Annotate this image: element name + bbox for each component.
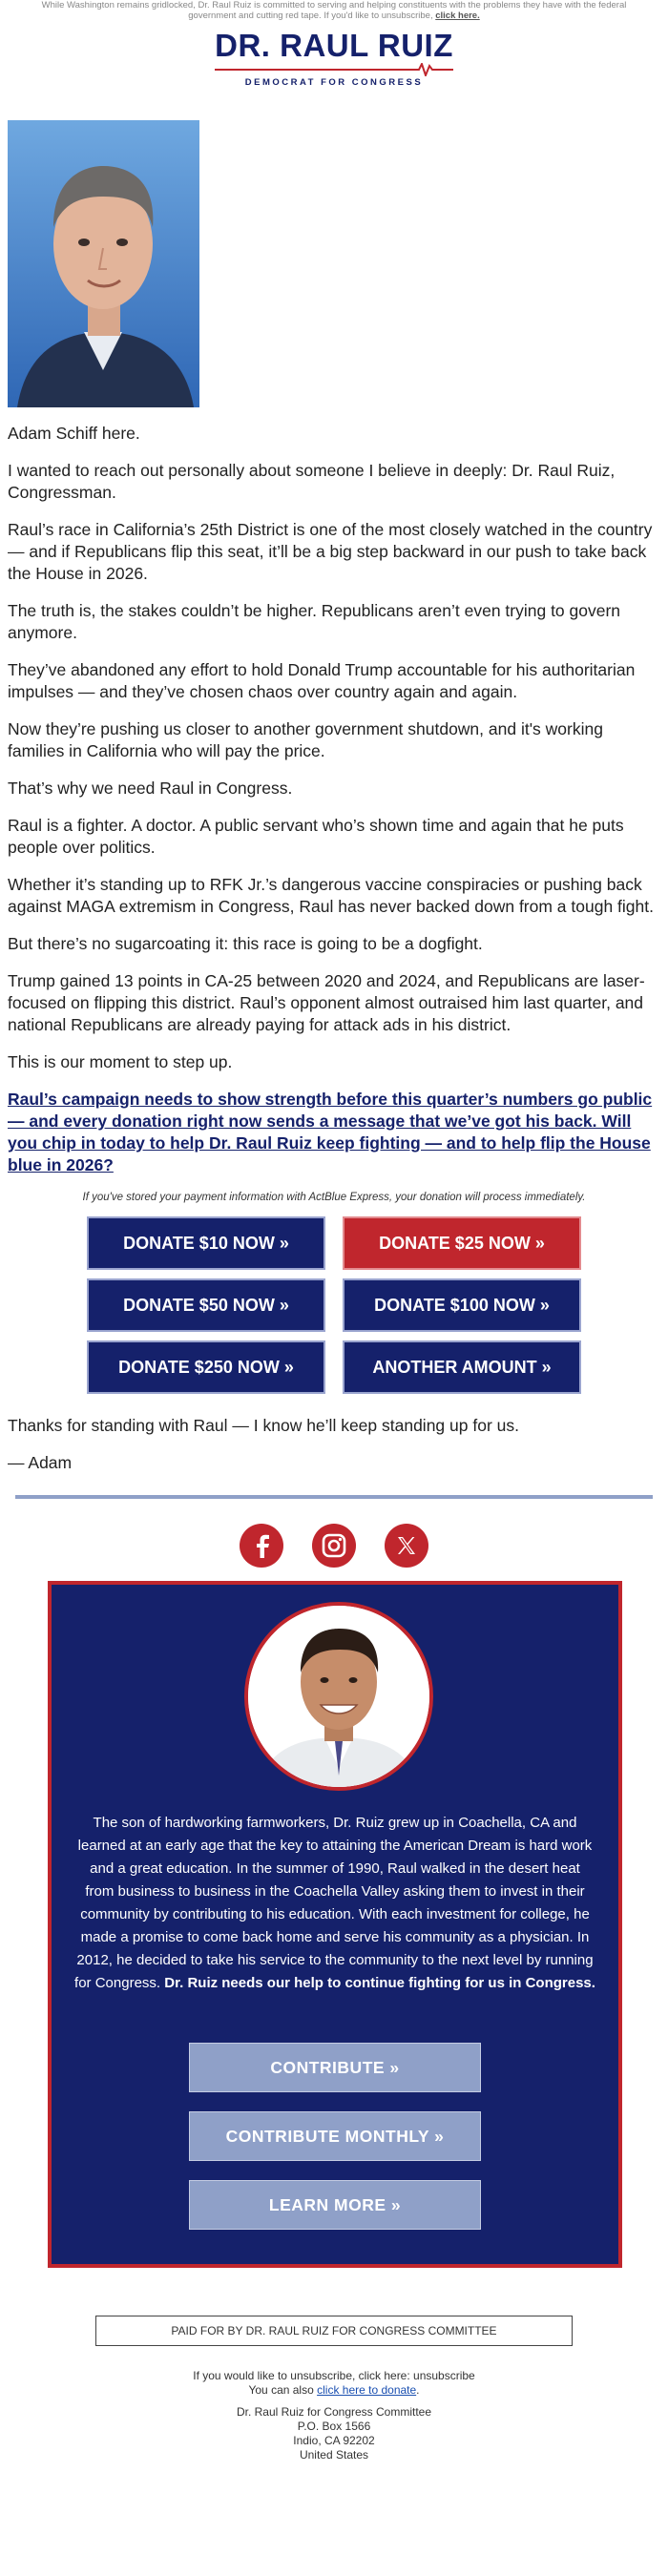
bio-panel (48, 1581, 622, 2268)
donate-50-button[interactable]: DONATE $50 NOW » (87, 1278, 325, 1332)
bio-text (74, 1812, 595, 1995)
donate-other-amount-button[interactable]: ANOTHER AMOUNT » (343, 1340, 581, 1394)
section-divider (15, 1495, 653, 1499)
footer-donate-line (0, 2383, 668, 2398)
logo-name: DR. RAUL RUIZ (215, 28, 453, 63)
donate-100-button[interactable]: DONATE $100 NOW » (343, 1278, 581, 1332)
letter-paragraph: Now they’re pushing us closer to another government shutdown, and it's working families in California who will pay the price. (8, 719, 603, 760)
letter-paragraph: That’s why we need Raul in Congress. (8, 779, 293, 798)
bio-paragraph: The son of hardworking farmworkers, Dr. Ruiz grew up in Coachella, CA and learned at an early age that the key to attaining the American Dream is hard work and a great education. In the summer of 1990, Raul walked in the desert heat from business to business in the Coachella Valley asking them to invest in their community by contributing to his education. With each investment for college, he made a promise to come back home and serve his community as a physician. In 2012, he decided to take his service to the community to the next level by running for Congress. (74, 1815, 594, 1991)
letter-paragraph: They’ve abandoned any effort to hold Donald Trump accountable for his authoritarian impulses — and they’ve chosen chaos over country again and again. (8, 660, 636, 701)
email-footer (0, 2369, 668, 2462)
letter-paragraph: Raul’s race in California’s 25th District is one of the most closely watched in the country — and if Republicans flip this seat, it’ll be a big step backward in our push to take back the House in 2026. (8, 520, 653, 583)
footer-donate-prefix: You can also (248, 2383, 314, 2397)
footer-donate-suffix: . (416, 2383, 420, 2397)
footer-country: United States (299, 2448, 369, 2462)
closing-thanks: Thanks for standing with Raul — I know he’ll keep standing up for us. (8, 1416, 519, 1435)
preheader (0, 0, 668, 21)
footer-donate-link[interactable]: click here to donate (317, 2383, 417, 2397)
donate-25-button[interactable]: DONATE $25 NOW » (343, 1216, 581, 1270)
actblue-note: If you've stored your payment information with ActBlue Express, your donation will process immediately. (82, 1192, 586, 1203)
closing (0, 1415, 668, 1474)
social-links (0, 1524, 668, 1568)
letter-paragraph: I wanted to reach out personally about someone I believe in deeply: Dr. Raul Ruiz, Congressman. (8, 461, 616, 502)
donate-buttons (0, 1216, 668, 1394)
footer-org: Dr. Raul Ruiz for Congress Committee (236, 2405, 432, 2419)
adam-schiff-photo (8, 120, 199, 407)
heartbeat-line-icon (215, 63, 453, 76)
letter-paragraph: But there’s no sugarcoating it: this race is going to be a dogfight. (8, 934, 483, 953)
footer-po-box: P.O. Box 1566 (297, 2420, 371, 2433)
facebook-icon[interactable] (240, 1524, 283, 1568)
letter-paragraph: Trump gained 13 points in CA-25 between 2020 and 2024, and Republicans are laser-focused on flipping this district. Raul’s opponent almost outraised him last quarter, and national Republicans are already paying for attack ads in his district. (8, 971, 645, 1034)
footer-unsubscribe[interactable]: If you would like to unsubscribe, click here: unsubscribe (193, 2369, 475, 2382)
bio-appeal: Dr. Ruiz needs our help to continue fighting for us in Congress. (164, 1975, 595, 1991)
preheader-unsubscribe-link[interactable]: click here. (435, 10, 480, 21)
letter-paragraph: Raul is a fighter. A doctor. A public servant who’s shown time and again that he puts people over politics. (8, 816, 624, 857)
donate-cta-link[interactable]: Raul’s campaign needs to show strength before this quarter’s numbers go public — and every donation right now sends a message that we’ve got his back. Will you chip in today to help Dr. Raul Ruiz keep fighting — and to help flip the House blue in 2026? (8, 1090, 653, 1174)
contribute-monthly-button[interactable]: CONTRIBUTE MONTHLY » (189, 2111, 481, 2161)
portrait-image (8, 120, 199, 407)
donate-250-button[interactable]: DONATE $250 NOW » (87, 1340, 325, 1394)
contribute-button[interactable]: CONTRIBUTE » (189, 2043, 481, 2092)
learn-more-button[interactable]: LEARN MORE » (189, 2180, 481, 2230)
raul-ruiz-photo (244, 1602, 433, 1791)
letter-paragraph: The truth is, the stakes couldn’t be higher. Republicans aren’t even trying to govern anymore. (8, 601, 621, 642)
logo-tagline: DEMOCRAT FOR CONGRESS (244, 77, 424, 88)
letter-paragraph: Whether it’s standing up to RFK Jr.’s dangerous vaccine conspiracies or pushing back against MAGA extremism in Congress, Raul has never backed down from a tough fight. (8, 875, 654, 916)
paid-for-disclaimer: PAID FOR BY DR. RAUL RUIZ FOR CONGRESS COMMITTEE (95, 2316, 573, 2346)
instagram-icon[interactable] (312, 1524, 356, 1568)
donate-10-button[interactable]: DONATE $10 NOW » (87, 1216, 325, 1270)
letter-body (0, 423, 668, 1176)
letter-greeting: Adam Schiff here. (8, 424, 140, 443)
footer-city: Indio, CA 92202 (293, 2434, 375, 2447)
campaign-logo (0, 29, 668, 99)
closing-signoff: — Adam (8, 1453, 73, 1472)
x-icon[interactable] (385, 1524, 428, 1568)
letter-paragraph: This is our moment to step up. (8, 1052, 233, 1071)
preheader-text: While Washington remains gridlocked, Dr. Raul Ruiz is committed to serving and helping constituents with the problems they have with the federal government and cutting red tape. If you'd like to unsubscribe, (41, 0, 627, 21)
portrait-image (248, 1606, 429, 1787)
